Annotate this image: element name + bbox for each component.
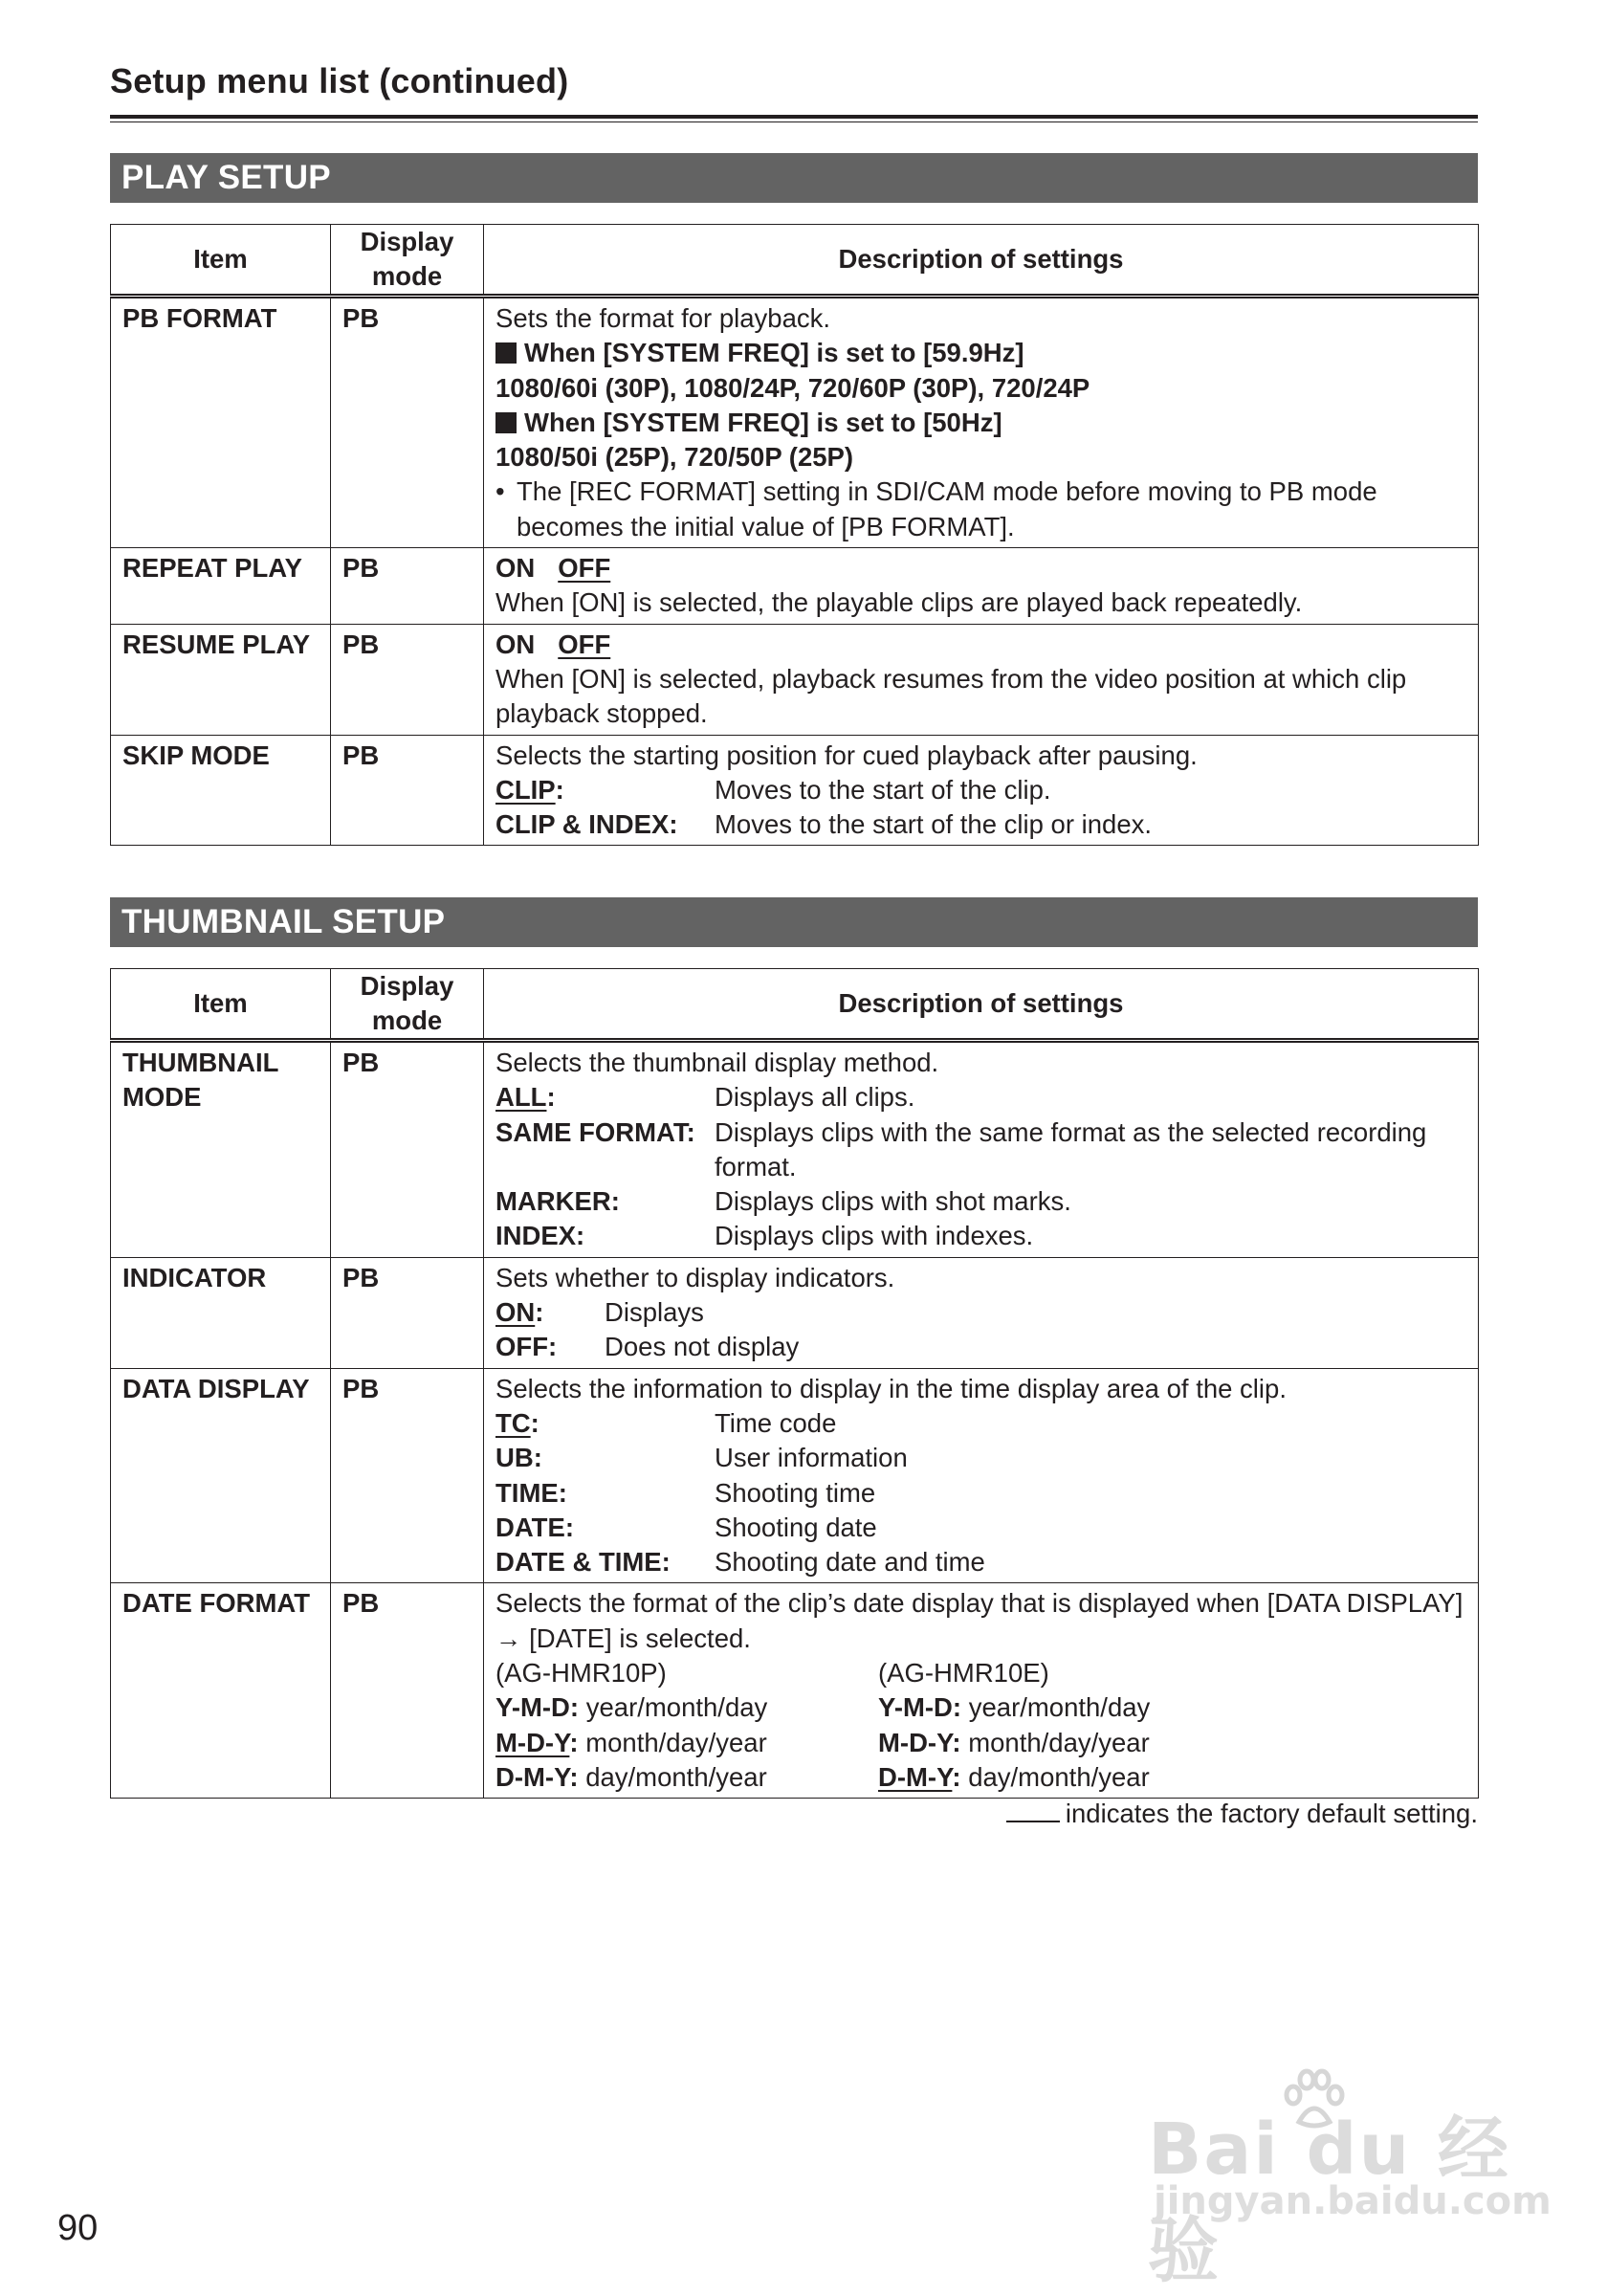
item-skip-mode: SKIP MODE [111, 735, 331, 846]
header-display-mode [331, 225, 484, 297]
item-indicator: INDICATOR [111, 1257, 331, 1368]
option-key: DATE: [495, 1512, 574, 1542]
option-value: Displays clips with indexes. [715, 1221, 1034, 1251]
header-display-mode [331, 969, 484, 1041]
header-description: Description of settings [484, 225, 1479, 297]
on-off-options [495, 551, 1468, 585]
black-square-icon [495, 412, 517, 433]
desc-line: Selects the starting position for cued playback after pausing. [495, 740, 1198, 770]
date-option-row [495, 1760, 1468, 1795]
mode-cell: PB [331, 1368, 484, 1583]
option-e: Y-M-D: year/month/day [878, 1692, 1151, 1723]
header-mode-line2: mode [371, 261, 443, 291]
note [495, 475, 1468, 544]
option-row [495, 1330, 1468, 1364]
option-key: SAME FORMAT: [495, 1116, 695, 1147]
option-key: TIME: [495, 1477, 567, 1508]
freq-heading-50-text: When [SYSTEM FREQ] is set to [50Hz] [524, 407, 1002, 437]
option-off-default: OFF [558, 553, 611, 584]
option-e-default: D-M-Y: day/month/year [878, 1761, 1150, 1792]
format-list-50: 1080/50i (25P), 720/50P (25P) [495, 442, 854, 473]
option-value: Shooting time [715, 1477, 876, 1508]
mode-cell: PB [331, 1583, 484, 1799]
description-cell [484, 1257, 1479, 1368]
format-list-59: 1080/60i (30P), 1080/24P, 720/60P (30P), 720/24P [495, 372, 1090, 403]
option-on: ON [495, 629, 536, 659]
desc-line: Sets whether to display indicators. [495, 1262, 895, 1292]
mode-cell: PB [331, 735, 484, 846]
desc-line: Selects the format of the clip’s date display that is displayed when [DATA DISPLAY] → [DATE] is selected. [495, 1588, 1464, 1653]
option-value: User information [715, 1443, 908, 1473]
option-key: OFF: [495, 1332, 558, 1362]
description-cell [484, 1583, 1479, 1799]
option-on: ON [495, 553, 536, 584]
item-repeat-play: REPEAT PLAY [111, 548, 331, 625]
option-key: TC: [495, 1407, 539, 1438]
option-value: Displays clips with shot marks. [715, 1186, 1071, 1217]
option-value: Moves to the start of the clip. [715, 774, 1051, 805]
option-key: ALL: [495, 1082, 556, 1113]
model-e: (AG-HMR10E) [878, 1658, 1049, 1689]
footnote [1006, 1799, 1478, 1829]
table-row [111, 1041, 1479, 1258]
option-row [495, 1219, 1468, 1253]
option-off-default: OFF [558, 629, 611, 659]
section-heading-play-setup: PLAY SETUP [110, 153, 1478, 203]
freq-heading-50 [495, 406, 1468, 440]
item-data-display: DATA DISPLAY [111, 1368, 331, 1583]
header-mode-line1: Display [360, 971, 454, 1001]
option-row [495, 1545, 1468, 1579]
description-cell [484, 1368, 1479, 1583]
model-row [495, 1656, 1468, 1690]
mode-cell: PB [331, 548, 484, 625]
black-square-icon [495, 342, 517, 364]
option-row [495, 1295, 1468, 1330]
description-cell [484, 1041, 1479, 1258]
description-cell [484, 735, 1479, 846]
option-value: Shooting date and time [715, 1547, 985, 1578]
option-value: Displays clips with the same format as the selected recording format. [715, 1116, 1427, 1181]
page-title: Setup menu list (continued) [110, 61, 569, 100]
model-p: (AG-HMR10P) [495, 1658, 667, 1689]
header-description: Description of settings [484, 969, 1479, 1041]
watermark-url: jingyan.baidu.com [1154, 2179, 1552, 2223]
option-value: Displays all clips. [715, 1082, 915, 1113]
mode-cell: PB [331, 624, 484, 735]
play-setup-table [110, 224, 1479, 846]
description-cell [484, 548, 1479, 625]
option-value: Displays [605, 1297, 704, 1328]
option-row [495, 1441, 1468, 1475]
watermark [1148, 2066, 1552, 2292]
table-row [111, 735, 1479, 846]
table-header-row [111, 969, 1479, 1041]
page-number: 90 [57, 2208, 99, 2248]
table-row [111, 548, 1479, 625]
option-p-default: M-D-Y: month/day/year [495, 1727, 767, 1757]
freq-heading-59-text: When [SYSTEM FREQ] is set to [59.9Hz] [524, 338, 1024, 368]
option-row [495, 1184, 1468, 1219]
option-row [495, 773, 1468, 807]
option-p: Y-M-D: year/month/day [495, 1692, 768, 1723]
option-row [495, 1115, 1468, 1185]
option-key: INDEX: [495, 1221, 585, 1251]
table-row [111, 1257, 1479, 1368]
description-cell [484, 297, 1479, 548]
freq-heading-59 [495, 336, 1468, 370]
option-row [495, 1476, 1468, 1511]
on-off-options [495, 628, 1468, 662]
option-e: M-D-Y: month/day/year [878, 1727, 1150, 1757]
note-text: The [REC FORMAT] setting in SDI/CAM mode before moving to PB mode becomes the initial value of [PB FORMAT]. [517, 476, 1377, 541]
header-item: Item [111, 225, 331, 297]
item-pb-format: PB FORMAT [111, 297, 331, 548]
option-key: ON: [495, 1297, 544, 1328]
table-row [111, 1583, 1479, 1799]
watermark-logo: Bai du 经验 [1148, 2108, 1510, 2292]
table-row [111, 624, 1479, 735]
description-cell [484, 624, 1479, 735]
mode-cell: PB [331, 1257, 484, 1368]
desc-line: When [ON] is selected, playback resumes from the video position at which clip playback stopped. [495, 663, 1407, 729]
header-item: Item [111, 969, 331, 1041]
option-row [495, 807, 1468, 842]
underline-sample [1006, 1799, 1060, 1822]
table-row [111, 297, 1479, 548]
header-mode-line2: mode [371, 1005, 443, 1035]
item-thumbnail-mode: THUMBNAIL MODE [111, 1041, 331, 1258]
option-key: CLIP: [495, 774, 564, 805]
footnote-text: indicates the factory default setting. [1065, 1799, 1478, 1828]
mode-cell: PB [331, 1041, 484, 1258]
desc-line: Selects the thumbnail display method. [495, 1048, 939, 1077]
date-option-row [495, 1726, 1468, 1760]
option-row [495, 1406, 1468, 1441]
thumbnail-setup-table [110, 968, 1479, 1799]
option-key: CLIP & INDEX: [495, 809, 678, 840]
option-value: Time code [715, 1407, 837, 1438]
date-option-row [495, 1690, 1468, 1725]
section-heading-thumbnail-setup: THUMBNAIL SETUP [110, 897, 1478, 947]
item-resume-play: RESUME PLAY [111, 624, 331, 735]
table-row [111, 1368, 1479, 1583]
header-mode-line1: Display [360, 227, 454, 256]
option-row [495, 1511, 1468, 1545]
option-value: Shooting date [715, 1512, 877, 1542]
option-value: Moves to the start of the clip or index. [715, 809, 1153, 840]
title-rule [110, 115, 1478, 122]
option-row [495, 1080, 1468, 1115]
option-key: MARKER: [495, 1186, 620, 1217]
desc-line: Sets the format for playback. [495, 303, 831, 333]
table-header-row [111, 225, 1479, 297]
desc-line: Selects the information to display in the time display area of the clip. [495, 1373, 1287, 1403]
mode-cell: PB [331, 297, 484, 548]
option-value: Does not display [605, 1332, 800, 1362]
option-key: DATE & TIME: [495, 1547, 671, 1578]
bullet-icon: • [495, 476, 505, 507]
desc-line: When [ON] is selected, the playable clips are played back repeatedly. [495, 587, 1303, 618]
option-p: D-M-Y: day/month/year [495, 1761, 767, 1792]
item-date-format: DATE FORMAT [111, 1583, 331, 1799]
option-key: UB: [495, 1443, 542, 1473]
